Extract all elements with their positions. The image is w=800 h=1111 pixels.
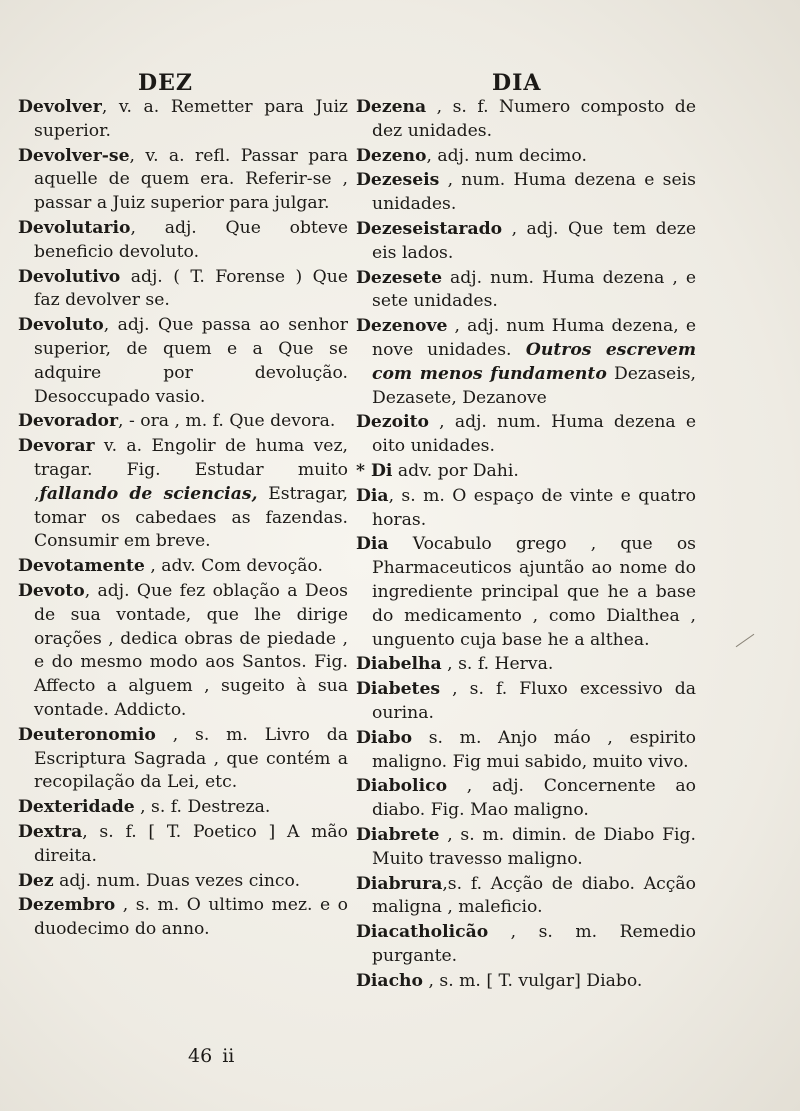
dictionary-entry: Dia Vocabulo grego , que os Pharmaceuticos ajuntão ao nome do ingrediente principal que he a base do medicamento , como Dialthea , unguento cuja base he a althea. xyxy=(356,534,696,650)
dictionary-entry: Dezeno, adj. num decimo. xyxy=(356,145,587,166)
dictionary-entry: Devoluto, adj. Que passa ao senhor superior, de quem e a Que se adquire por devolução. Desoccupado vasio. xyxy=(18,315,348,407)
dictionary-entry: Devolutivo adj. ( T. Forense ) Que faz devolver se. xyxy=(18,266,348,311)
dictionary-entry: Deuteronomio , s. m. Livro da Escriptura Sagrada , que contém a recopilação da Lei, etc. xyxy=(18,724,348,793)
dictionary-entry: Dezena , s. f. Numero composto de dez unidades. xyxy=(356,97,696,141)
dictionary-entry: Diabolico , adj. Concernente ao diabo. Fig. Mao maligno. xyxy=(356,776,696,821)
dictionary-entry: Diacatholicão , s. m. Remedio purgante. xyxy=(356,922,696,966)
dictionary-entry: Devolutario, adj. Que obteve beneficio devoluto. xyxy=(18,217,348,262)
dictionary-entry: Devolver, v. a. Remetter para Juiz superior. xyxy=(18,97,348,141)
dictionary-entry: Diabrura,s. f. Acção de diabo. Acção maligna , maleficio. xyxy=(356,873,696,918)
dictionary-entry: * Di adv. por Dahi. xyxy=(356,460,519,481)
dictionary-entry: Dexteridade , s. f. Destreza. xyxy=(18,797,271,818)
margin-stroke xyxy=(736,634,755,647)
dictionary-entry: Dezenove , adj. num Huma dezena, e nove unidades. Outros escrevem com menos fundamento Dezaseis, Dezasete, Dezanove xyxy=(356,316,697,408)
running-head-left: DEZ xyxy=(138,70,193,96)
dictionary-entry: Dezeseis , num. Huma dezena e seis unidades. xyxy=(356,170,696,215)
dictionary-entry: Diabrete , s. m. dimin. de Diabo Fig. Muito travesso maligno. xyxy=(356,824,696,869)
dictionary-entry: Dia, s. m. O espaço de vinte e quatro horas. xyxy=(356,485,696,530)
dictionary-entry: Devolver-se, v. a. refl. Passar para aquelle de quem era. Referir-se , passar a Juiz superior para julgar. xyxy=(18,145,348,214)
dictionary-entry: Devorador, - ora , m. f. Que devora. xyxy=(18,411,336,432)
running-head-right: DIA xyxy=(492,70,542,96)
dictionary-entry: Diabo s. m. Anjo máo , espirito maligno. Fig mui sabido, muito vivo. xyxy=(356,727,696,772)
dictionary-entry: Dezembro , s. m. O ultimo mez. e o duodecimo do anno. xyxy=(18,895,348,940)
page-number: 46 xyxy=(188,1045,213,1067)
dictionary-entry: Dextra, s. f. [ T. Poetico ] A mão direita. xyxy=(18,821,348,866)
dictionary-entry: Dezeseistarado , adj. Que tem deze eis lados. xyxy=(356,218,696,263)
page-footer xyxy=(188,1045,234,1067)
dictionary-entry: Devoto, adj. Que fez oblação a Deos de sua vontade, que lhe dirige orações , dedica obras de piedade , e do mesmo modo aos Santos. Fig. Affecto a alguem , sugeito à sua vontade. Addicto. xyxy=(18,580,348,720)
dictionary-entry: Dez adj. num. Duas vezes cinco. xyxy=(18,870,301,891)
dictionary-entry: Diabelha , s. f. Herva. xyxy=(356,654,554,675)
dictionary-entry: Devorar v. a. Engolir de huma vez, tragar. Fig. Estudar muito ,fallando de sciencias, Estragar, tomar os cabedaes as fazendas. Consumir em breve. xyxy=(18,436,348,552)
dictionary-entry: Diabetes , s. f. Fluxo excessivo da ourina. xyxy=(356,679,696,723)
dictionary-entry: Diacho , s. m. [ T. vulgar] Diabo. xyxy=(356,970,643,991)
signature-mark: ii xyxy=(222,1045,235,1067)
dictionary-entry: Dezesete adj. num. Huma dezena , e sete unidades. xyxy=(356,267,696,312)
dictionary-entry: Dezoito , adj. num. Huma dezena e oito unidades. xyxy=(356,412,696,457)
dictionary-entry: Devotamente , adv. Com devoção. xyxy=(18,556,323,577)
left-column xyxy=(18,96,348,943)
right-column xyxy=(356,96,696,994)
